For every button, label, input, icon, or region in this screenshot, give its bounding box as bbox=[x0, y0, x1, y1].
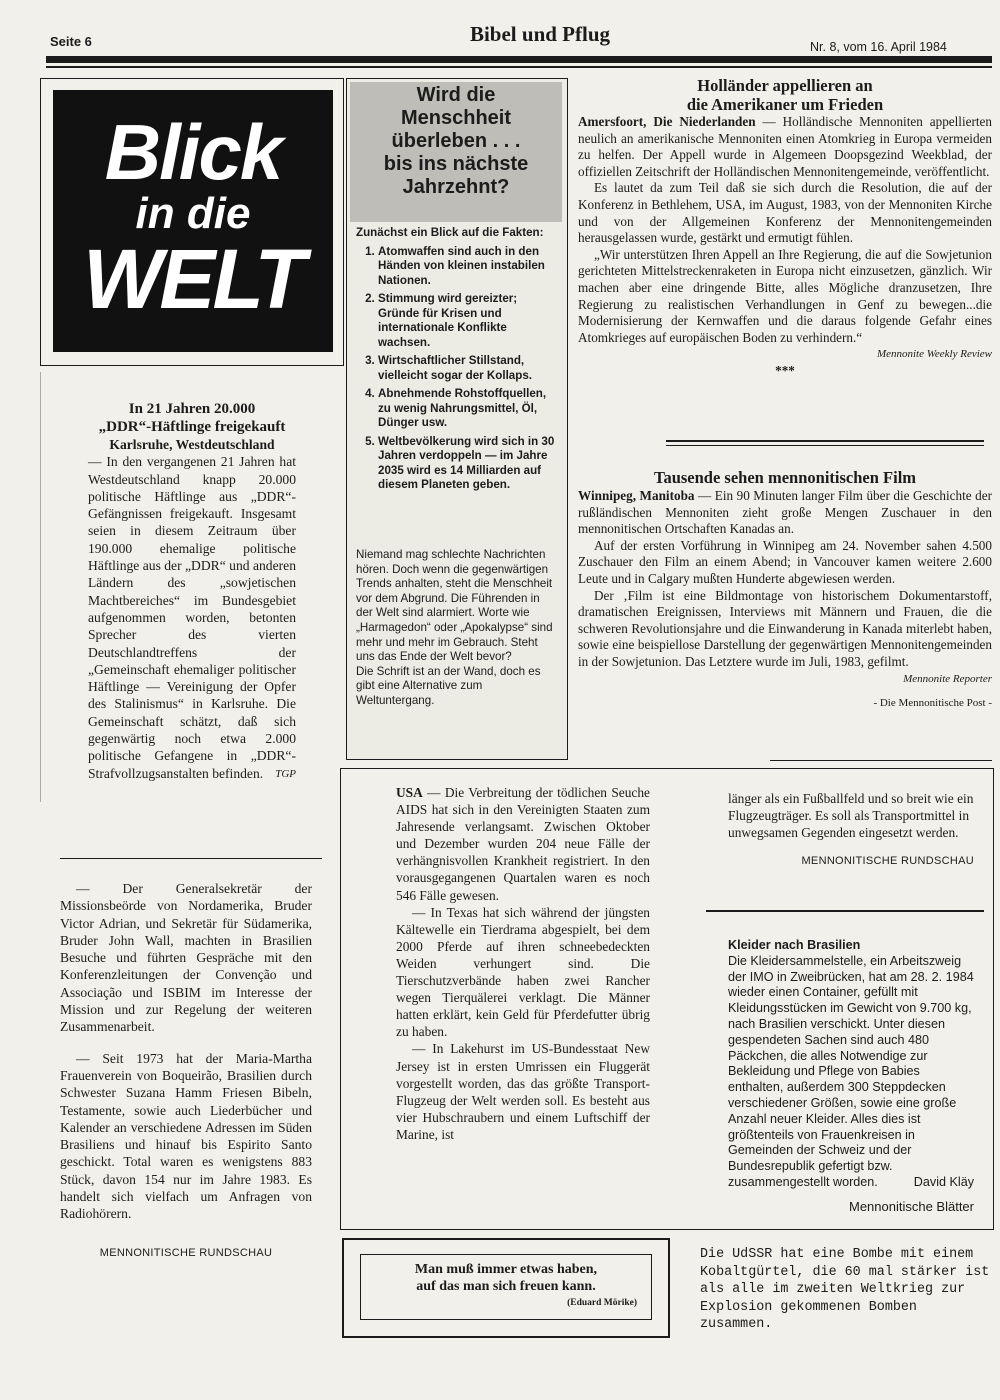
holland-para-1: — Holländische Mennoniten appellierten neulich an amerikanische Mennoniten einen Atomkrieg in Europa vermeiden zu helfen. Der Appell wurde in Algemeen Doopsgezind Weekblad, der offiziellen Zeitschrift der Holländischen Mennonitengemeinde, veröffentlicht. bbox=[578, 114, 992, 179]
list-item: 4. Abnehmende Rohstoffquellen, zu wenig Nahrungsmittel, Öl, Dünger usw. bbox=[378, 387, 556, 431]
issue-date: Nr. 8, vom 16. April 1984 bbox=[810, 40, 947, 54]
survival-facts bbox=[356, 226, 556, 497]
quote-box bbox=[360, 1254, 652, 1320]
ddr-headline-2: „DDR“-Häftlinge freigekauft bbox=[98, 419, 286, 435]
article-holland bbox=[578, 76, 992, 380]
article-film bbox=[578, 468, 992, 712]
survival-title-2: Menschheit bbox=[400, 107, 512, 129]
ddr-source: TGP bbox=[275, 767, 296, 780]
header-rule-thin bbox=[46, 66, 992, 68]
kleider-source: Mennonitische Blätter bbox=[848, 1198, 974, 1214]
survival-title-1: Wird die bbox=[416, 84, 496, 106]
list-item: 5. Weltbevölkerung wird sich in 30 Jahren verdoppeln — im Jahre 2035 wird es 14 Milliarden auf diesem Planeten geben. bbox=[378, 435, 556, 493]
survival-body-1: Niemand mag schlechte Nachrichten hören. Doch wenn die gegenwärtigen Trends anhalten, steht die Menschheit vor dem Abgrund. Die Führenden in der Welt sind alarmiert. Worte wie „Harmagedon“ oder „Apokalypse“ sind mehr und mehr im Gebrauch. Steht uns das Ende der Welt bevor? bbox=[356, 548, 553, 664]
header-rule bbox=[46, 56, 992, 63]
kleider-body: Die Kleidersammelstelle, ein Arbeitszweig der IMO in Zweibrücken, hat am 28. 2. 1984 wieder einen Container, gefüllt mit Kleidungsstücken im Gewicht von 9.700 kg, nach Brasilien verschickt. Unter diesen gespendeten Sachen sind auch 480 Päckchen, die alles Notwendige zur Bekleidung und Pflege von Babies enthalten, außerdem 300 Steppdecken verschiedener Größen, sowie eine große Anzahl neuer Kleider. Alles dies ist größtenteils von Frauenkreisen in Gemeinden der Schweiz und der Bundesrepublik gefertigt bzw. zusammengestellt worden. bbox=[728, 953, 974, 1189]
mission-para-2: — Seit 1973 hat der Maria-Martha Frauenverein von Boqueirão, Brasilien durch Schwester Suzana Hamm Friesen Bibeln, Testamente, sowie auch Liederbücher und Kalender an verschiedene Adressen im Süden Brasiliens und hinauf bis Espirito Santo geschickt. Total waren es wenigstens 883 Stück, davon 154 nur im Jahre 1983. Es handelt sich vielfach um Anfragen von Radiohörern. bbox=[60, 1050, 312, 1222]
usa-para-1: — Die Verbreitung der tödlichen Seuche AIDS hat sich in den Vereinigten Staaten zum Jahresende verlangsamt. Zwischen Oktober und Dezember wurden 204 neue Fälle der verhängnisvollen Krankheit registriert. In den vorausgegangenen Quartalen waren es noch 546 Fälle gewesen. bbox=[396, 785, 650, 903]
publication-title: Bibel und Pflug bbox=[469, 22, 611, 46]
film-headline: Tausende sehen mennonitischen Film bbox=[653, 468, 917, 487]
film-para-1: — Ein 90 Minuten langer Film über die Geschichte der rußländischen Mennoniten zieht große Mengen Zuschauer in den mennonitischen Ortschaften Kanadas an. bbox=[578, 488, 992, 537]
kleider-headline: Kleider nach Brasilien bbox=[728, 938, 861, 952]
logo-word-welt: WELT bbox=[83, 232, 303, 326]
film-source-2: - Die Mennonitische Post - bbox=[873, 697, 992, 710]
column-border bbox=[40, 372, 41, 802]
survival-title-4: bis ins nächste bbox=[383, 153, 529, 175]
quote-author: (Eduard Mörike) bbox=[567, 1298, 637, 1308]
blick-in-die-welt-logo bbox=[53, 90, 333, 352]
survival-title bbox=[350, 82, 562, 222]
list-item: 2. Stimmung wird gereizter; Gründe für Krisen und internationale Konflikte wachsen. bbox=[378, 292, 556, 350]
film-para-3: Der ‚Film ist eine Bildmontage von historischem Dokumentarstoff, dramatischen Ereignissen, Interviews mit Männern und Frauen, die die schweren Revolutionsjahre und die Einwanderung in Kanada miterlebt haben, sowie eine beispiellose Darstellung der gegenwärtigen Mennonitengemeinden in der Sowjetunion. Das Letztere wurde im Juli, 1983, gefilmt. bbox=[578, 587, 992, 669]
kleider-author: David Kläy bbox=[913, 1174, 974, 1189]
ddr-body: — In den vergangenen 21 Jahren hat Westdeutschland knapp 20.000 politische Häftlinge aus „DDR“-Gefängnissen freigekauft. Insgesamt seien in diesem Zeitraum über 190.000 ehemalige politische Häftlinge aus der „DDR“ und anderen Ländern des „sowjetischen Machtbereiches“ im Bundesgebiet aufgenommen worden, betonten Sprecher des vierten Deutschlandtreffens der „Gemeinschaft ehemaliger politischer Häftlinge — Vereinigung der Opfer des Stalinismus“ in Karlsruhe. Die Gemeinschaft schätzt, daß sich gegenwärtig noch etwa 2.000 politische Gefangene in „DDR“-Strafvollzugsanstalten befinden. bbox=[88, 454, 296, 781]
ddr-headline-1: In 21 Jahren 20.000 bbox=[128, 401, 256, 417]
article-ddr bbox=[88, 400, 296, 783]
holland-headline-2: die Amerikaner um Frieden bbox=[686, 95, 884, 114]
survival-body-2: Die Schrift ist an der Wand, doch es gibt eine Alternative zum Weltuntergang. bbox=[356, 664, 541, 707]
usa-continued bbox=[728, 790, 974, 870]
page-number: Seite 6 bbox=[50, 34, 92, 49]
typed-note: Die UdSSR hat eine Bombe mit einem Kobaltgürtel, die 60 mal stärker ist als alle im zweiten Weltkrieg zur Explosion gekommenen Bomben zusammen. bbox=[700, 1247, 990, 1332]
holland-para-3: „Wir unterstützen Ihren Appell an Ihre Regierung, die auf die Sowjetunion gerichteten Mittelstreckenraketen in Europa nicht einzusetzen, gänzlich. Wir machen aber eine dringende Bitte, alles Mögliche dranzusetzen, Ihre Regierung zu realistischen Verhandlungen in Genf zu bewegen...die Modernisierung der Kernwaffen und die daraus folgende Gefahr eines Atomkrieges auf europäischen Boden zu verhindern.“ bbox=[578, 246, 992, 345]
mission-source: MENNONITISCHE RUNDSCHAU bbox=[99, 1246, 273, 1259]
list-item: 1. Atomwaffen sind auch in den Händen von kleinen instabilen Nationen. bbox=[378, 245, 556, 289]
usa-para-3: — In Lakehurst im US-Bundesstaat New Jersey ist in ersten Umrissen ein Fluggerät vorgestellt worden, das das größte Transport-Flugzeug der Welt werden soll. Es besteht aus vier Hubschraubern und einem Luftschiff der Marine, ist bbox=[396, 1041, 650, 1142]
survival-list bbox=[356, 245, 556, 493]
usa-source: MENNONITISCHE RUNDSCHAU bbox=[801, 855, 974, 868]
list-item: 3. Wirtschaftlicher Stillstand, vielleicht sogar der Kollaps. bbox=[378, 354, 556, 383]
holland-stars: *** bbox=[775, 362, 795, 378]
article-kleider bbox=[728, 938, 974, 1214]
logo-word-in-die: in die bbox=[135, 189, 251, 238]
film-source-1: Mennonite Reporter bbox=[903, 672, 992, 685]
article-mission bbox=[60, 880, 312, 1262]
divider bbox=[666, 445, 984, 446]
survival-title-5: Jahrzehnt? bbox=[402, 176, 510, 198]
survival-intro: Zunächst ein Blick auf die Fakten: bbox=[356, 226, 544, 239]
ddr-dateline: Karlsruhe, Westdeutschland bbox=[109, 437, 275, 452]
divider bbox=[666, 440, 984, 442]
quote-line-1: Man muß immer etwas haben, bbox=[414, 1262, 598, 1277]
holland-source: Mennonite Weekly Review bbox=[876, 348, 992, 361]
mission-para-1: — Der Generalsekretär der Missionsbeörde von Nordamerika, Bruder Victor Adrian, und Sekretär für Südamerika, Bruder John Wall, machten in Brasilien Besuche und führten Gespräche mit den Konferenzleitungen der Convenção und Associação und ISBIM im Interesse der Mission und zur Regelung der weiteren Zusammenarbeit. bbox=[60, 881, 312, 1035]
film-para-2: Auf der ersten Vorführung in Winnipeg am 24. November sahen 4.500 Zuschauer den Film an einem Abend; in Vancouver kamen weitere 2.600 Leute und in Calgary mußten Hunderte abgewiesen werden. bbox=[578, 537, 992, 586]
film-dateline: Winnipeg, Manitoba bbox=[578, 488, 695, 503]
holland-dateline: Amersfoort, Die Niederlanden bbox=[578, 114, 756, 129]
article-usa bbox=[396, 784, 650, 1143]
divider bbox=[770, 760, 992, 761]
usa-para-2: — In Texas hat sich während der jüngsten Kältewelle ein Tierdrama abgespielt, bei dem 2000 Pferde auf ihren schneebedeckten Weiden verhungert sind. Die Tierschutzverbände haben zwei Rancher wegen Tierquälerei verklagt. Die Männer hatten erklärt, kein Geld für Pferdefutter übrig zu haben. bbox=[396, 904, 650, 1040]
divider bbox=[706, 910, 984, 912]
holland-para-2: Es lautet da zum Teil daß sie sich durch die Resolution, die auf der Konferenz in Bethlehem, USA, im August, 1983, von der Mennoniten Kirche und von der Allgemeinen Konferenz der Mennonitengemeinden herausgelassen wurde, gestärkt und ermutigt fühlen. bbox=[578, 180, 992, 246]
holland-headline-1: Holländer appellieren an bbox=[697, 76, 873, 95]
usa-continued-text: länger als ein Fußballfeld und so breit wie ein Flugzeugträger. Es soll als Transportmittel in unwegsamen Gegenden eingesetzt werden. bbox=[728, 791, 974, 841]
quote-line-2: auf das man sich freuen kann. bbox=[416, 1279, 596, 1294]
usa-lead: USA bbox=[396, 785, 423, 800]
survival-title-3: überleben . . . bbox=[391, 130, 521, 152]
survival-body bbox=[356, 548, 556, 709]
logo-word-blick: Blick bbox=[104, 108, 282, 196]
divider bbox=[60, 858, 322, 859]
